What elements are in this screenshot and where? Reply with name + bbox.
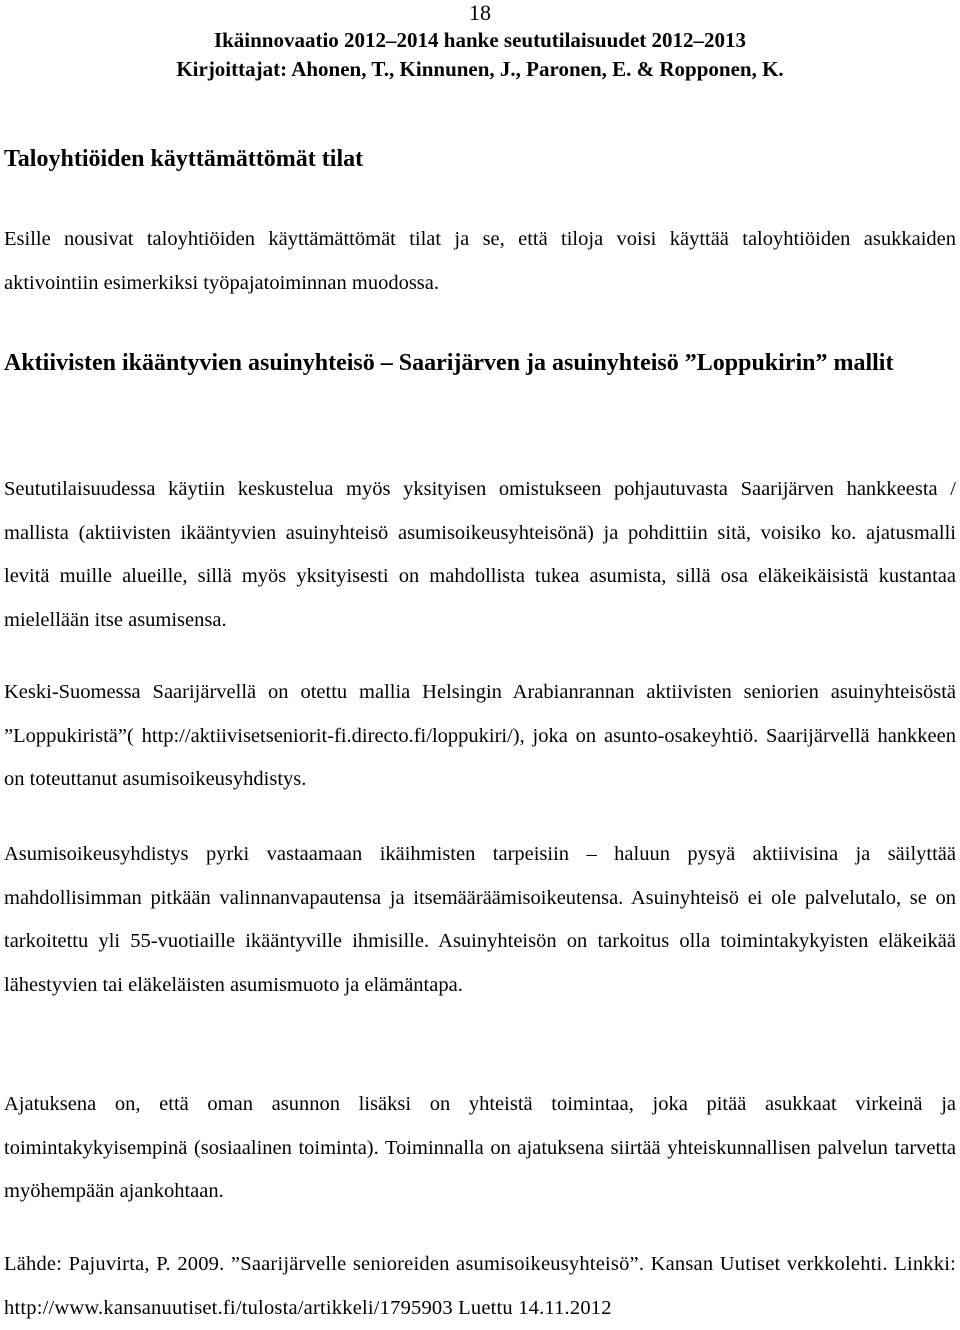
page-header xyxy=(0,0,960,84)
paragraph-asumisoikeusyhdistys: Asumisoikeusyhdistys pyrki vastaamaan ikäihmisten tarpeisiin – haluun pysyä aktiivisina ja säilyttää mahdollisimman pitkään valinnanvapautensa ja itsemääräämisoikeutensa. Asuinyhteisö ei ole palvelutalo, se on tarkoitettu yli 55-vuotiaille ikääntyville ihmisille. Asuinyhteisön on tarkoitus olla toimintakykyisten eläkeikää lähestyvien tai eläkeläisten asumismuoto ja elämäntapa. xyxy=(4,843,956,996)
section-heading-taloyhtiot: Taloyhtiöiden käyttämättömät tilat xyxy=(4,146,364,172)
authors-line: Kirjoittajat: Ahonen, T., Kinnunen, J., Paronen, E. & Ropponen, K. xyxy=(176,57,784,81)
page-number: 18 xyxy=(469,0,491,25)
project-title-line: Ikäinnovaatio 2012–2014 hanke seututilaisuudet 2012–2013 xyxy=(213,28,747,52)
paragraph-keski-suomi: Keski-Suomessa Saarijärvellä on otettu mallia Helsingin Arabianrannan aktiivisten seniorien asuinyhteisöstä ”Loppukiristä”( http://aktiivisetseniorit-fi.directo.fi/loppukiri/), joka on asunto-osakeyhtiö. Saarijärvellä hankkeen on toteuttanut asumisoikeusyhdistys. xyxy=(4,681,956,790)
paragraph-taloyhtiot: Esille nousivat taloyhtiöiden käyttämättömät tilat ja se, että tiloja voisi käyttää taloyhtiöiden asukkaiden aktivointiin esimerkiksi työpajatoiminnan muodossa. xyxy=(4,228,956,294)
paragraph-source: Lähde: Pajuvirta, P. 2009. ”Saarijärvelle senioreiden asumisoikeusyhteisö”. Kansan Uutiset verkkolehti. Linkki: http://www.kansanuutiset.fi/tulosta/artikkeli/1795903 Luettu 14.11.2012 xyxy=(4,1253,956,1319)
paragraph-seututilaisuus: Seututilaisuudessa käytiin keskustelua myös yksityisen omistukseen pohjautuvasta Saarijärven hankkeesta / mallista (aktiivisten ikääntyvien asuinyhteisö asumisoikeusyhteisönä) ja pohdittiin sitä, voisiko ko. ajatusmalli levitä muille alueille, sillä myös yksityisesti on mahdollista tukea asumista, sillä osa eläkeikäisistä kustantaa mielellään itse asumisensa. xyxy=(4,478,956,631)
section-heading-asuinyhteiso: Aktiivisten ikääntyvien asuinyhteisö – Saarijärven ja asuinyhteisö ”Loppukirin” mallit xyxy=(4,350,894,376)
paragraph-ajatuksena: Ajatuksena on, että oman asunnon lisäksi on yhteistä toimintaa, joka pitää asukkaat virkeinä ja toimintakykyisempinä (sosiaalinen toiminta). Toiminnalla on ajatuksena siirtää yhteiskunnallisen palvelun tarvetta myöhempään ajankohtaan. xyxy=(4,1093,956,1202)
